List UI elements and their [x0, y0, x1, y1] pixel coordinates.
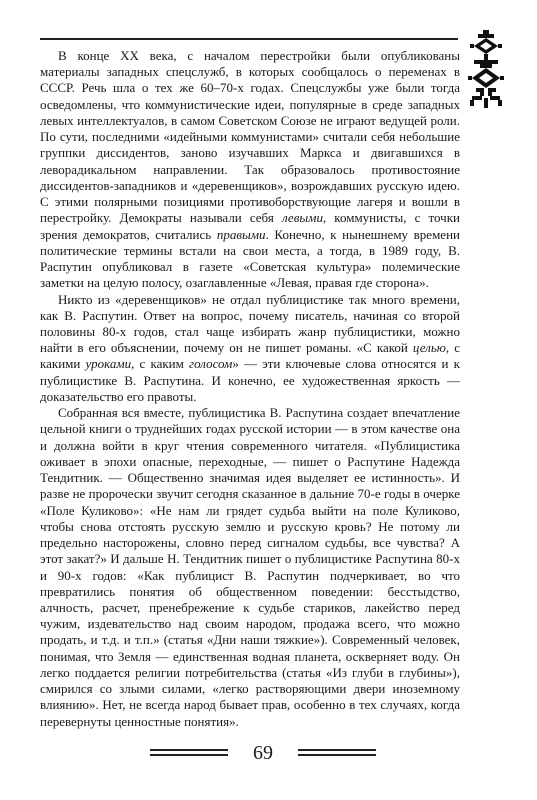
- footer-rule-left: [150, 749, 228, 757]
- text-run: , с каким: [131, 356, 190, 372]
- paragraph: [40, 292, 460, 406]
- emphasized-text: левыми: [281, 210, 323, 226]
- text-run: В конце XX века, с началом перестройки были опубликованы материалы западных спецслужб, в которых сообщалось о переменах в СССР. Речь шла о тех же 60–70-х годах. Спецслужбы уже были тогда осведомлены, что коммунистические идеи, популярные в среде западных левых интеллектуалов, в самом Советском Союзе не играют ведущей роли. По сути, последними «идейными коммунистами» считали себя небольшие группки диссидентов, заново изучавших Маркса и двигавшихся в леворадикальном направлении. Так образовалось противостояние диссидентов-западников и «деревенщиков», возрождавших русскую идею. С этими полярными позициями противоборствующие лагеря и вошли в перестройку. Демократы называли себя: [40, 48, 460, 226]
- top-rule: [40, 38, 458, 40]
- text-run: . Конечно, к нынешнему времени политические термины встали на свои места, а тогда, в 1989 году, В. Распутин опубликовал в газете «Советская культура» полемические заметки на целую полосу, озаглавленные «Левая, правая где сторона».: [40, 226, 460, 291]
- emphasized-text: голосом: [189, 356, 233, 372]
- text-run: » — эти ключевые слова относятся и к публицистике В. Распутина. И конечно, ее художественная яркость — доказательство его правоты.: [40, 356, 460, 404]
- text-run: Никто из «деревенщиков» не отдал публицистике так много времени, как В. Распутин. Ответ на вопрос, почему писатель, начиная со второй половины 80-х годов, стал чаще избирать жанр публицистики, можно найти в его объяснении, почему он не пишет романы. «С какой: [40, 291, 460, 356]
- footer-rule-right: [298, 749, 376, 757]
- paragraph: [40, 48, 460, 292]
- page-number: 69: [253, 742, 273, 764]
- text-run: Собранная вся вместе, публицистика В. Распутина создает впечатление цельной книги о труднейших годах русской истории — в этом качестве она и должна войти в круг чтения современного читателя. «Публицистика оживает в эпохи опасные, переходные, — пишет о Распутине Надежда Тендитник. — Общественно значимая идея выделяет ее истинность». И разве не пророчески звучит сегодня сказанное в дальние 70-е годы в очерке «Поле Куликово»: «Не нам ли грядет судьба выйти на поле Куликово, чтобы снова отстоять русскую землю и русскую кровь? Не потому ли предельно насторожены, словно перед сигналом судьбы, все чувства? А этот закат?» И дальше Н. Тендитник пишет о публицистике Распутина 80-х и 90-х годов: «Как публицист В. Распутин подчеркивает, во что превратились понятия об общественном поведении: бесстыдство, алчность, расчет, пренебрежение к судьбе стариков, лакейство перед чужим, издевательство над своим народом, продажа всего, что можно продать, и т.д. и т.п.» (статья «Дни наши тяжкие»). Современный человек, понимая, что Земля — единственная водная планета, оскверняет воду. Он легко поддается религии потребительства (статья «Из глуби в глубины»), смирился со злыми силами, «легко растворяющими двери иноземному влиянию». Нет, не всегда народ бывает прав, особенно в тех случаях, когда перевернуты ценностные понятия».: [40, 405, 460, 729]
- emphasized-text: правыми: [216, 226, 266, 242]
- text-run: , коммунисты, с точки зрения демократов, считались: [40, 210, 460, 242]
- body-text: [40, 48, 460, 730]
- text-run: , с какими: [40, 340, 460, 372]
- emphasized-text: уроками: [85, 356, 132, 372]
- page-footer: [0, 740, 537, 770]
- paragraph: [40, 405, 460, 730]
- folk-ornament-icon: [466, 30, 506, 110]
- emphasized-text: целью: [412, 340, 446, 356]
